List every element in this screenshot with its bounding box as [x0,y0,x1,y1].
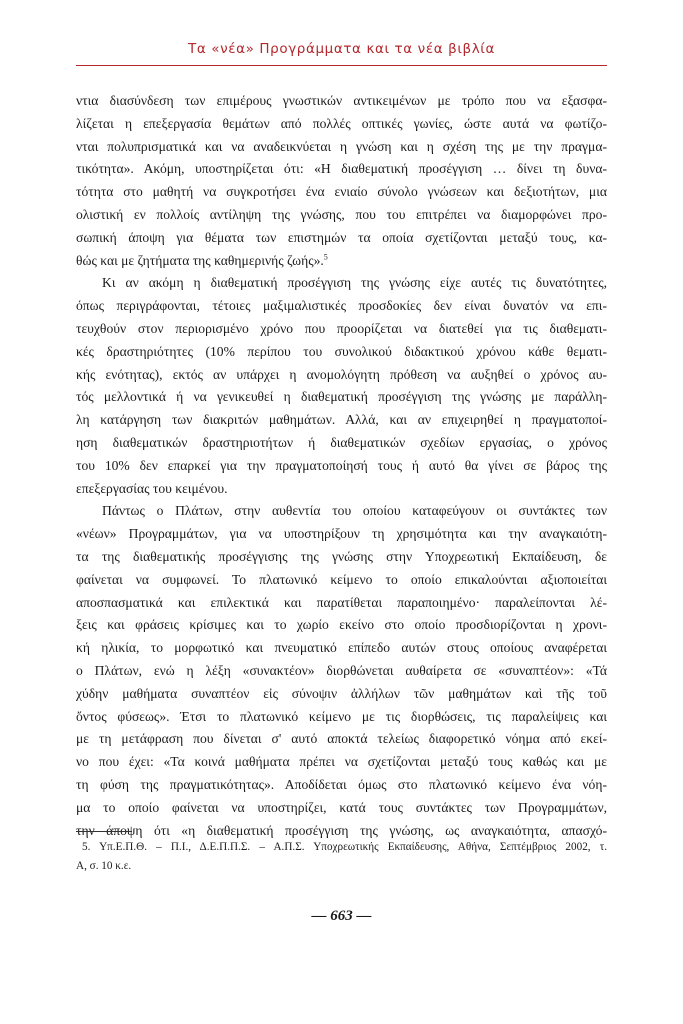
text-line: τευχθούν στον περιορισμένο χρόνο που προορίζεται να διατεθεί για τις διαθεματι- [76,320,607,336]
text-line: νται πολυπρισματικά και να αναδεικνύεται η γνώση και η σχέση της με την πραγμα- [76,138,607,154]
text-line: κής ενότητας), εκτός αν υπάρχει η ανομολόγητη πρόθεση να αυξηθεί ο χρόνος αυ- [76,366,607,382]
footnote-line: 5. Υπ.Ε.Π.Θ. – Π.Ι., Δ.Ε.Π.Π.Σ. – Α.Π.Σ. Υποχρεωτικής Εκπαίδευσης, Αθήνα, Σεπτέμβριος 2002, τ. [82,841,607,853]
header-rule [76,65,607,66]
text-line: λίζεται η επεξεργασία θεμάτων από πολλές οπτικές γωνίες, ώστε αυτά να φωτίζο- [76,115,607,131]
footnote-rule [76,831,132,832]
text-line: νο που έχει: «Τα κοινά μαθήματα πρέπει να σχετίζονται μεταξύ τους καθώς και με [76,754,607,770]
text-line: μα το οποίο φαίνεται να υποστηρίζει, κατά τους συντάκτες των Προγραμμάτων, [76,799,607,815]
text-line: ὄντος φύσεως». Έτσι το πλατωνικό κείμενο με τις διορθώσεις, τις παραλείψεις και [76,708,607,724]
text-line: ο Πλάτων, ενώ η λέξη «συνακτέον» διορθώνεται αυθαίρετα σε «συναπτέον»: «Τά [76,662,607,678]
text-line-content: θώς και με ζητήματα της καθημερινής ζωής». [76,252,324,268]
text-line: επεξεργασίας του κειμένου. [76,480,228,496]
text-line [76,250,607,273]
page-number: — 663 — [311,908,372,924]
text-line: λη κατάργηση των διακριτών μαθημάτων. Αλλά, και αν επιχειρηθεί η πραγματοποί- [76,412,607,428]
text-line: τα της διαθεματικής προσέγγισης της γνώσης στην Υποχρεωτική Εκπαίδευση, δε [76,548,607,564]
text-line: σωπική άποψη για θέματα των επιστημών τα οποία σχετίζονται μεταξύ τους, κα- [76,229,607,245]
text-line: Πάντως ο Πλάτων, στην αυθεντία του οποίου καταφεύγουν οι συντάκτες των [102,503,607,519]
text-line: «νέων» Προγραμμάτων, για να υποστηρίξουν τη χρησιμότητα και την αναγκαιότη- [76,526,607,542]
footnote [76,838,607,876]
text-line: του 10% δεν επαρκεί για την πραγματοποίησή τους ή αυτό θα γίνει σε βάρος της [76,457,607,473]
footnote-line: Α, σ. 10 κ.ε. [76,860,132,872]
text-line: κή ηλικία, το μορφωτικό και πνευματικό επίπεδο αυτών στους οποίους αναφέρεται [76,640,607,656]
text-line: όπως περιγράφονται, τέτοιες μαξιμαλιστικές προσδοκίες δεν είναι δυνατόν να επι- [76,298,607,314]
running-head: Τα «νέα» Προγράμματα και τα νέα βιβλία [188,41,495,57]
text-line: τός μελλοντικά ή να γενικευθεί η διαθεματική προσέγγιση της γνώσης με παράλλη- [76,389,607,405]
text-line: Κι αν ακόμη η διαθεματική προσέγγιση της γνώσης είχε αυτές τις δυνατότητες, [102,275,607,291]
text-line: ηση διαθεματικών δραστηριοτήτων ή διαθεματικών σχεδίων εργασίας, ο χρόνος [76,434,607,450]
text-line: κές δραστηριότητες (10% περίπου του συνολικού διδακτικού χρόνου κάθε θεματι- [76,343,607,359]
text-line: την άποψη ότι «η διαθεματική προσέγγιση της γνώσης, ως αναγκαιότητα, απασχό- [76,822,607,838]
text-line: τικότητα». Ακόμη, υποστηρίζεται ότι: «Η διαθεματική προσέγγιση … δίνει τη δυνα- [76,161,607,177]
text-line: ντια διασύνδεση των επιμέρους γνωστικών αντικειμένων με τρόπο που να εξασφα- [76,93,607,108]
text-line: αποσπασματικά και επιλεκτικά και παρατίθεται παραποιημένο· παραλείπονται λέ- [76,594,607,610]
text-line: με τη μετάφραση που δίνεται σ' αυτό αποκτά τελείως διαφορετικό νόημα από εκεί- [76,731,607,747]
body-text [76,90,607,842]
text-line: χύδην μαθήματα συναπτέον εἰς σύνοψιν ἀλλήλων τῶν μαθημάτων καὶ τῆς τοῦ [76,685,607,701]
text-line: τη φύση της πραγματικότητας». Αποδίδεται όμως στο πλατωνικό κείμενο ένα νόη- [76,776,607,792]
footnote-reference: 5 [323,252,328,262]
text-line: τότητα στο μαθητή να συγκροτήσει ένα ενιαίο σύνολο γνώσεων και δεξιοτήτων, μια [76,184,607,200]
text-line: ξεις και φράσεις κρίσιμες και το χωρίο εκείνο στο οποίο προσδιορίζονται η χρονι- [76,617,607,633]
text-line: ολιστική εν πολλοίς αντίληψη της γνώσης, που του επιτρέπει να διαμορφώνει προ- [76,206,607,222]
text-line: φαίνεται να συμφωνεί. Το πλατωνικό κείμενο το οποίο επικαλούνται αξιοποιείται [76,571,607,587]
